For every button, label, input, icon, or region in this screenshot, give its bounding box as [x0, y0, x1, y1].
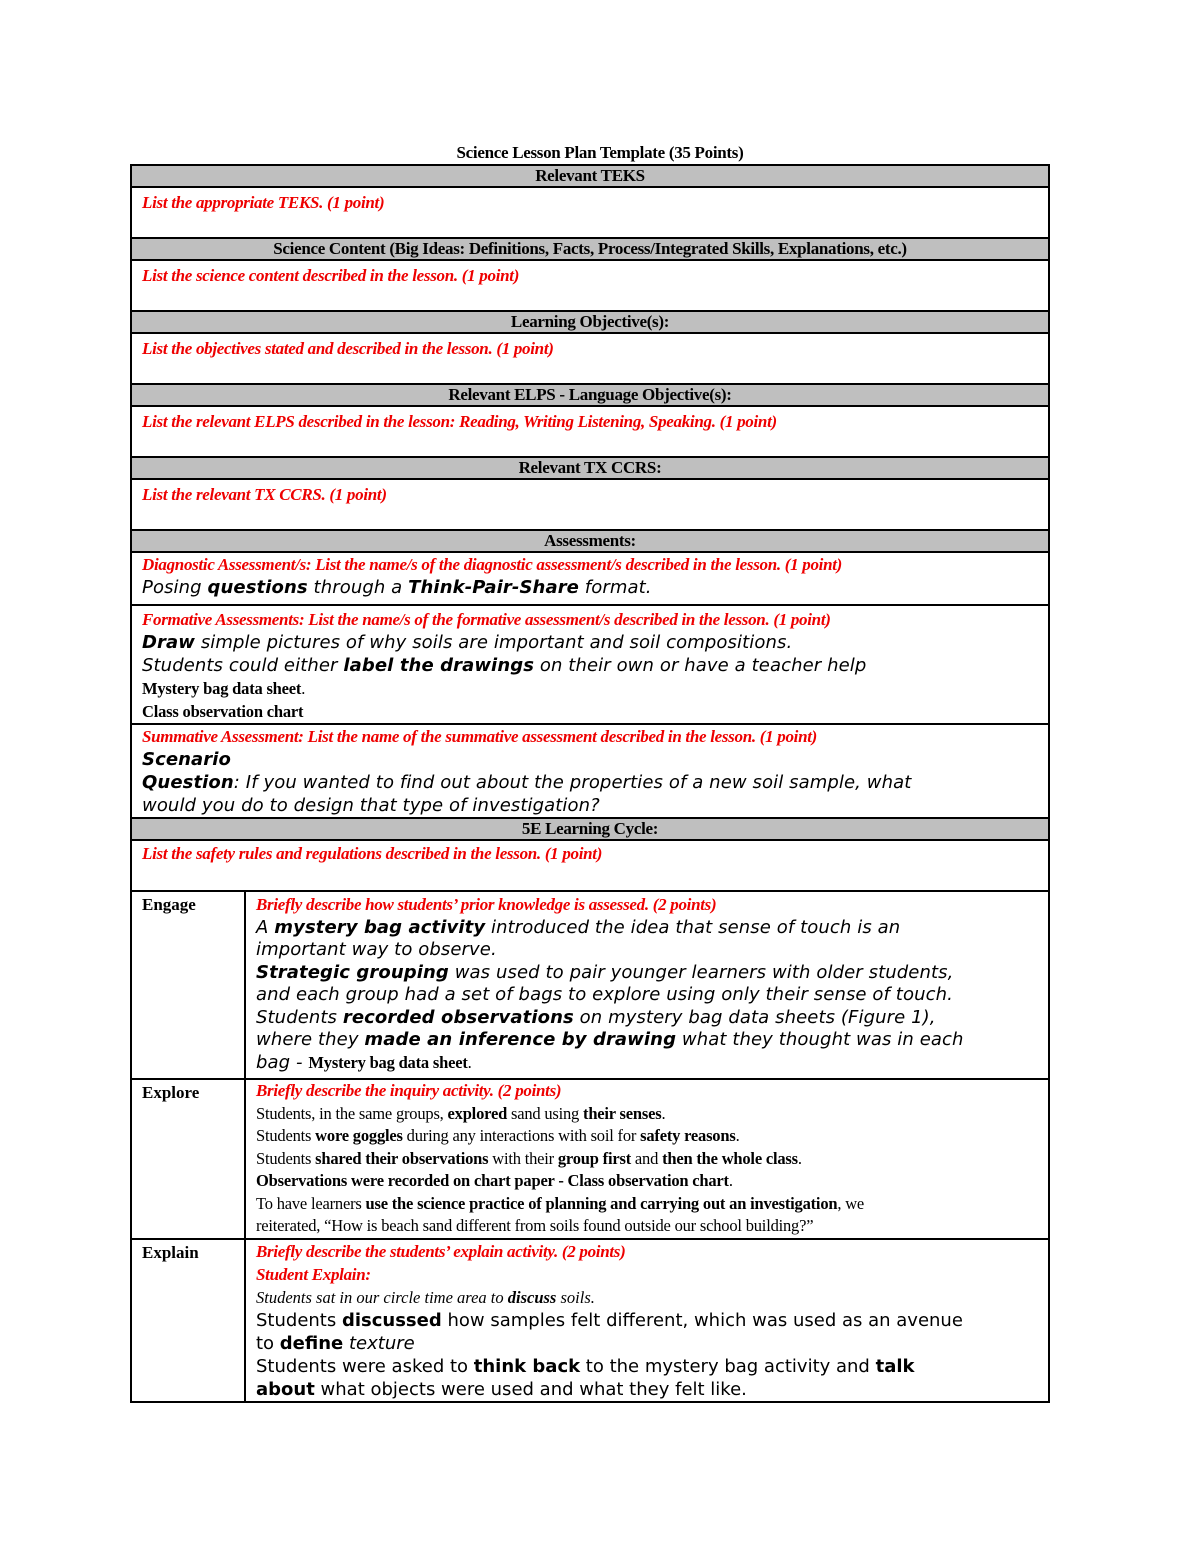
- explain-line-2: Students discussed how samples felt different, which was used as an avenue: [256, 1310, 963, 1331]
- safety-cell: [131, 840, 1049, 891]
- explore-line-5: To have learners use the science practice of planning and carrying out an investigation, we: [256, 1193, 865, 1213]
- explain-prompt: Briefly describe the students’ explain activity. (2 points): [256, 1242, 626, 1261]
- explain-line-3: to define texture: [256, 1333, 415, 1354]
- teks-cell: [131, 187, 1049, 238]
- explain-line-1: Students sat in our circle time area to discuss soils.: [256, 1288, 595, 1307]
- explore-line-2: Students wore goggles during any interactions with soil for safety reasons.: [256, 1126, 740, 1145]
- explore-line-4: Observations were recorded on chart paper - Class observation chart.: [256, 1171, 733, 1190]
- engage-line-5: Students recorded observations on mystery bag data sheets (Figure 1),: [256, 1006, 936, 1028]
- teks-prompt: List the appropriate TEKS. (1 point): [142, 193, 385, 212]
- engage-line-1: A mystery bag activity introduced the idea that sense of touch is an: [256, 916, 901, 938]
- explain-line-5: about what objects were used and what they felt like.: [256, 1379, 747, 1400]
- objectives-header: Learning Objective(s):: [131, 311, 1049, 333]
- explain-subheading: Student Explain:: [256, 1265, 371, 1284]
- formative-line-2: Students could either label the drawings on their own or have a teacher help: [142, 655, 867, 676]
- explain-row: [131, 1239, 1049, 1402]
- content-prompt: List the science content described in the lesson. (1 point): [142, 266, 520, 285]
- engage-line-6: where they made an inference by drawing what they thought was in each: [256, 1029, 964, 1050]
- ccrs-header: Relevant TX CCRS:: [131, 457, 1049, 479]
- formative-line-4: Class observation chart: [142, 702, 304, 721]
- diagnostic-cell: [131, 552, 1049, 605]
- content-cell: [131, 260, 1049, 311]
- summative-cell: [131, 724, 1049, 818]
- explain-cell: [245, 1239, 1049, 1402]
- elps-header: Relevant ELPS - Language Objective(s):: [131, 384, 1049, 406]
- formative-cell: [131, 605, 1049, 724]
- engage-line-3: Strategic grouping was used to pair younger learners with older students,: [256, 961, 954, 983]
- diagnostic-prompt: Diagnostic Assessment/s: List the name/s of the diagnostic assessment/s described in the lesson. (1 point): [142, 555, 843, 574]
- teks-header: Relevant TEKS: [131, 165, 1049, 187]
- assessments-header: Assessments:: [131, 530, 1049, 552]
- explore-cell: [245, 1079, 1049, 1239]
- explain-line-4: Students were asked to think back to the mystery bag activity and talk: [256, 1356, 915, 1377]
- engage-label: Engage: [131, 891, 245, 1079]
- summative-line-2: Question: If you wanted to find out about the properties of a new soil sample, what: [142, 772, 912, 793]
- safety-prompt: List the safety rules and regulations described in the lesson. (1 point): [142, 844, 603, 863]
- explain-label: Explain: [131, 1239, 245, 1402]
- document-title: Science Lesson Plan Template (35 Points): [456, 143, 744, 162]
- explore-line-1: Students, in the same groups, explored sand using their senses.: [256, 1103, 666, 1123]
- summative-line-3: would you do to design that type of investigation?: [142, 795, 600, 816]
- cycle-header: 5E Learning Cycle:: [131, 818, 1049, 840]
- formative-line-1: Draw simple pictures of why soils are important and soil compositions.: [142, 632, 793, 653]
- summative-line-1: Scenario: [142, 749, 232, 770]
- objectives-prompt: List the objectives stated and described in the lesson. (1 point): [142, 339, 554, 358]
- engage-line-2: important way to observe.: [256, 939, 497, 960]
- engage-line-7: bag - Mystery bag data sheet.: [256, 1051, 472, 1073]
- engage-row: [131, 891, 1049, 1079]
- formative-line-3: Mystery bag data sheet.: [142, 679, 306, 698]
- explore-label: Explore: [131, 1079, 245, 1239]
- formative-prompt: Formative Assessments: List the name/s of the formative assessment/s described in the lesson. (1 point): [142, 610, 831, 629]
- diagnostic-line-1: Posing questions through a Think-Pair-Share format.: [142, 577, 652, 598]
- explore-line-3: Students shared their observations with their group first and then the whole class.: [256, 1148, 802, 1168]
- explore-prompt: Briefly describe the inquiry activity. (2 points): [256, 1081, 562, 1100]
- ccrs-cell: [131, 479, 1049, 530]
- engage-cell: [245, 891, 1049, 1079]
- engage-line-4: and each group had a set of bags to explore using only their sense of touch.: [256, 984, 953, 1005]
- explore-line-6: reiterated, “How is beach sand different from soils found outside our school building?”: [256, 1216, 814, 1235]
- elps-prompt: List the relevant ELPS described in the lesson: Reading, Writing Listening, Speaking. (1 point): [142, 412, 777, 431]
- lesson-plan-table: [130, 164, 1050, 1403]
- elps-cell: [131, 406, 1049, 457]
- objectives-cell: [131, 333, 1049, 384]
- explore-row: [131, 1079, 1049, 1239]
- engage-prompt: Briefly describe how students’ prior knowledge is assessed. (2 points): [256, 895, 717, 914]
- content-header: Science Content (Big Ideas: Definitions, Facts, Process/Integrated Skills, Explanations, etc.): [131, 238, 1049, 260]
- ccrs-prompt: List the relevant TX CCRS. (1 point): [142, 485, 387, 504]
- summative-prompt: Summative Assessment: List the name of the summative assessment described in the lesson. (1 point): [142, 727, 818, 746]
